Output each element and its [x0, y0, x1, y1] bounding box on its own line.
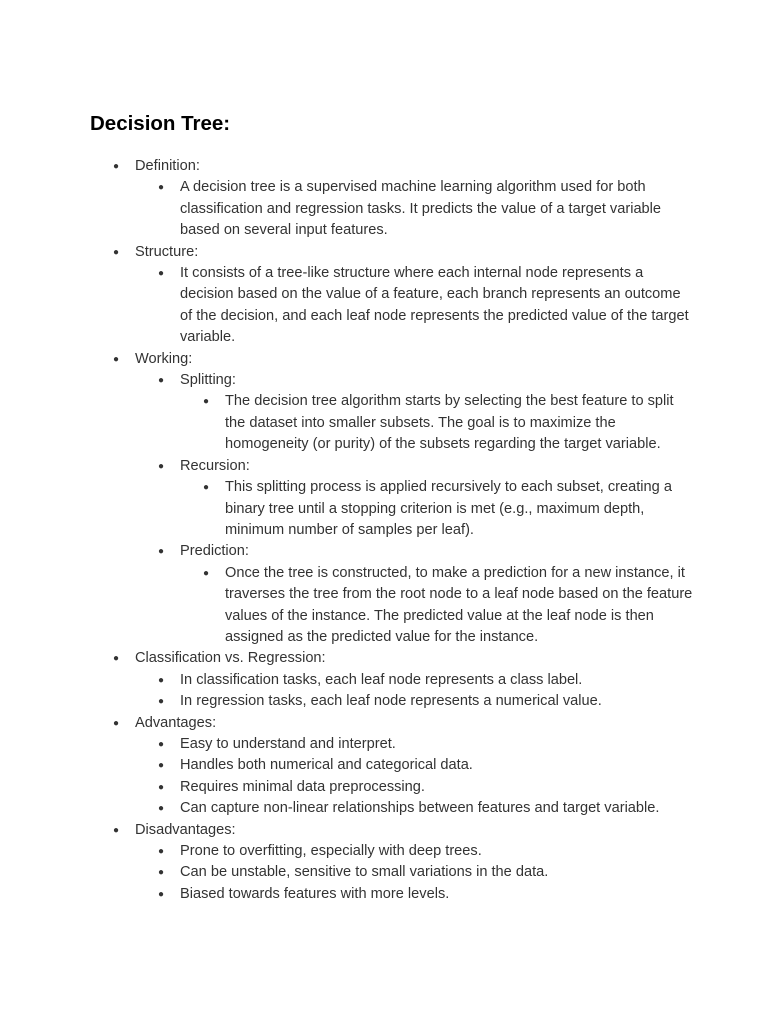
- bullet-icon: ●: [203, 482, 210, 494]
- list-item: [158, 177, 695, 241]
- detail-list: [203, 391, 695, 455]
- section-definition: [113, 156, 695, 242]
- bullet-icon: ●: [158, 182, 165, 194]
- item-text: Working:: [135, 350, 193, 367]
- bullet-icon: ●: [158, 867, 165, 879]
- bullet-icon: ●: [113, 161, 120, 172]
- list-item: [158, 777, 695, 798]
- bullet-icon: ●: [158, 268, 165, 280]
- item-text: Advantages:: [135, 714, 217, 731]
- bullet-icon: ●: [158, 546, 165, 558]
- detail-item: [203, 477, 695, 541]
- bullet-icon: ●: [158, 760, 165, 772]
- bullet-icon: ●: [113, 246, 120, 258]
- item-text: In regression tasks, each leaf node represents a numerical value.: [180, 693, 602, 710]
- list-item: [158, 691, 695, 712]
- item-text: Easy to understand and interpret.: [180, 735, 396, 752]
- item-text: Classification vs. Regression:: [135, 650, 326, 667]
- sub-list: [158, 734, 695, 820]
- list-item: [158, 798, 695, 819]
- list-item: [158, 263, 695, 349]
- item-text: In classification tasks, each leaf node represents a class label.: [180, 671, 583, 688]
- item-text: Splitting:: [180, 372, 236, 389]
- bullet-icon: ●: [203, 396, 210, 408]
- bullet-icon: ●: [158, 803, 165, 815]
- list-item: [158, 755, 695, 776]
- bullet-icon: ●: [158, 781, 165, 793]
- sub-list: [158, 670, 695, 713]
- item-text: Handles both numerical and categorical data.: [180, 757, 473, 774]
- list-item: [158, 670, 695, 691]
- detail-list: [203, 563, 695, 649]
- item-text: This splitting process is applied recursively to each subset, creating a binary tree until a stopping criterion is met (e.g., maximum depth, minimum number of samples per leaf).: [225, 479, 672, 538]
- bullet-icon: ●: [158, 674, 165, 686]
- section-structure: [113, 242, 695, 349]
- section-classification-vs-regression: [113, 648, 695, 712]
- section-working: [113, 349, 695, 649]
- bullet-icon: ●: [158, 696, 165, 708]
- item-text: Can be unstable, sensitive to small variations in the data.: [180, 864, 549, 881]
- list-item: [158, 862, 695, 883]
- item-text: Prone to overfitting, especially with deep trees.: [180, 843, 482, 859]
- bullet-icon: ●: [203, 567, 210, 579]
- item-text: Disadvantages:: [135, 821, 236, 838]
- item-text: Recursion:: [180, 457, 250, 474]
- item-text: Definition:: [135, 158, 200, 174]
- item-text: Biased towards features with more levels.: [180, 885, 450, 902]
- sub-list: [158, 177, 695, 241]
- item-text: A decision tree is a supervised machine learning algorithm used for both classification and regression tasks. It predicts the value of a target variable based on several input features.: [180, 179, 662, 239]
- sub-list: [158, 263, 695, 349]
- sub-list: [158, 841, 695, 905]
- item-text: Requires minimal data preprocessing.: [180, 778, 425, 795]
- bullet-icon: ●: [113, 653, 120, 665]
- item-text: Can capture non-linear relationships between features and target variable.: [180, 800, 660, 817]
- list-item: [158, 541, 695, 648]
- bullet-icon: ●: [113, 717, 120, 729]
- sub-list: [158, 370, 695, 648]
- bullet-icon: ●: [158, 375, 165, 387]
- list-item: [158, 734, 695, 755]
- list-item: [158, 370, 695, 456]
- bullet-icon: ●: [158, 738, 165, 750]
- outline-list: [113, 156, 695, 905]
- list-item: [158, 884, 695, 905]
- page-title: Decision Tree:: [90, 112, 231, 135]
- bullet-icon: ●: [113, 353, 120, 365]
- item-text: It consists of a tree-like structure where each internal node represents a decision based on the value of a feature, each branch represents an outcome of the decision, and each leaf node represents the predicted value of the target variable.: [180, 265, 689, 346]
- bullet-icon: ●: [158, 460, 165, 472]
- section-advantages: [113, 713, 695, 820]
- list-item: [158, 841, 695, 862]
- list-item: [158, 456, 695, 542]
- item-text: The decision tree algorithm starts by selecting the best feature to split the dataset into smaller subsets. The goal is to maximize the homogeneity (or purity) of the subsets regarding the target variable.: [225, 393, 674, 453]
- bullet-icon: ●: [158, 888, 165, 900]
- item-text: Structure:: [135, 243, 199, 260]
- bullet-icon: ●: [158, 846, 165, 857]
- section-disadvantages: [113, 820, 695, 906]
- item-text: Prediction:: [180, 543, 249, 560]
- detail-list: [203, 477, 695, 541]
- detail-item: [203, 391, 695, 455]
- detail-item: [203, 563, 695, 649]
- bullet-icon: ●: [113, 824, 120, 836]
- item-text: Once the tree is constructed, to make a prediction for a new instance, it traverses the tree from the root node to a leaf node based on the feature values of the instance. The predicted value at the leaf node is then assigned as the predicted value for the instance.: [225, 564, 693, 645]
